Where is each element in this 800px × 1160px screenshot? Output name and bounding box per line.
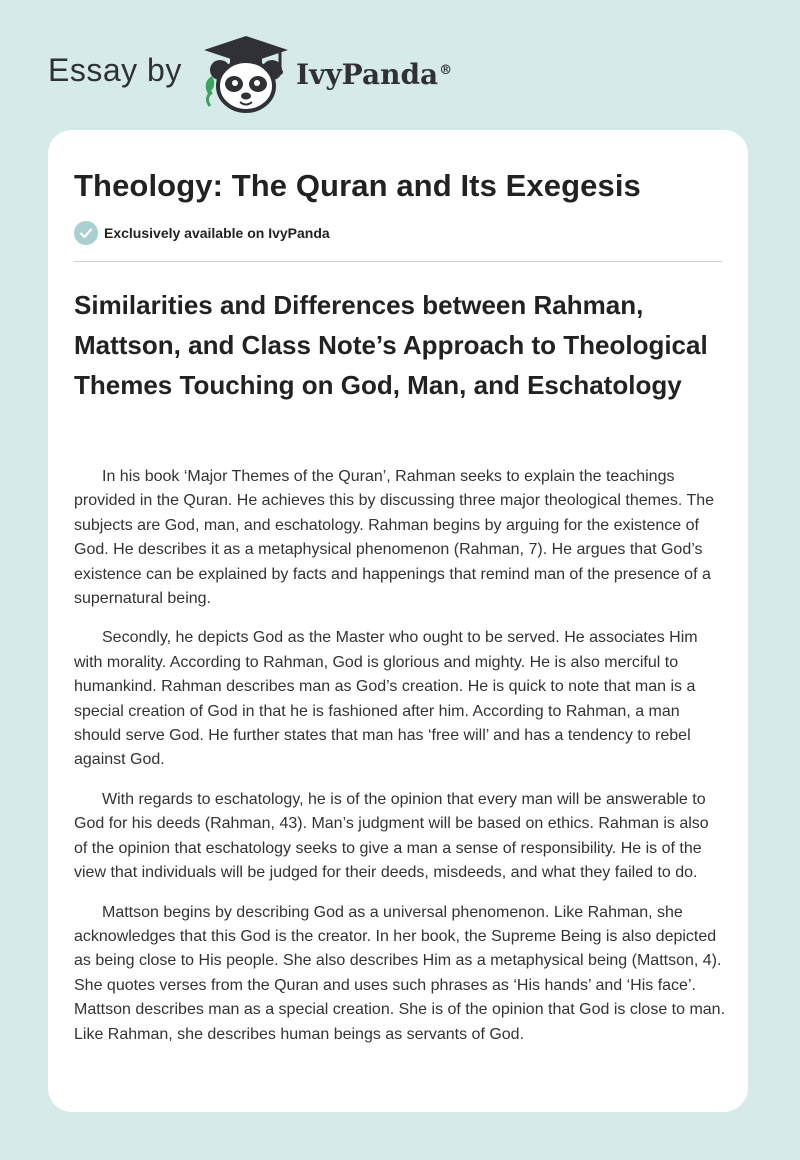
brand-name[interactable] [296,58,452,91]
page-title: Theology: The Quran and Its Exegesis [74,168,641,203]
registered-mark: ® [439,62,453,78]
paragraph: In his book ‘Major Themes of the Quran’, Rahman seeks to explain the teachings provided in the Quran. He achieves this by discussing three major theological themes. The subjects are God, man, and eschatology. Rahman begins by arguing for the existence of God. He describes it as a metaphysical phenomenon (Rahman, 7). He argues that God’s existence can be explained by facts and happenings that remind man of the presence of a supernatural being. [74,468,715,608]
exclusive-badge [74,221,330,245]
paragraph: Secondly, he depicts God as the Master who ought to be served. He associates Him with morality. According to Rahman, God is glorious and mighty. He is also merciful to humankind. Rahman describes man as God’s creation. He is quick to note that man is a special creation of God in that he is fashioned after him. According to Rahman, a man should serve God. He further states that man has ‘free will’ and has a tendency to rebel against God. [74,629,698,769]
essay-card [48,130,748,1112]
paragraph: Mattson begins by describing God as a universal phenomenon. Like Rahman, she acknowledges that this God is the creator. In her book, the Supreme Being is also depicted as being close to His people. She also describes Him as a metaphysical being (Mattson, 4). She quotes verses from the Quran and uses such phrases as ‘His hands’ and ‘His face’. Mattson describes man as a special creation. She is of the opinion that God is close to man. Like Rahman, she describes human beings as servants of God. [74,903,726,1043]
section-heading: Similarities and Differences between Rahman, Mattson, and Class Note’s Approach to Theological Themes Touching on God, Man, and Eschatology [74,290,708,400]
check-icon [74,221,98,245]
panda-graduate-logo[interactable] [200,34,292,114]
article-body [74,465,726,1062]
paragraph: With regards to eschatology, he is of the opinion that every man will be answerable to God for his deeds (Rahman, 43). Man’s judgment will be based on ethics. Rahman is also of the opinion that eschatology seeks to give a man a sense of responsibility. He is of the view that individuals will be judged for their deeds, misdeeds, and what they failed to do. [74,790,709,882]
brand-prefix: Essay by [48,52,182,88]
divider [74,261,722,262]
badge-text: Exclusively available on IvyPanda [104,225,330,241]
brand-name-text: IvyPanda [296,58,439,91]
panda-logo-icon [200,34,292,114]
site-header [0,0,800,130]
